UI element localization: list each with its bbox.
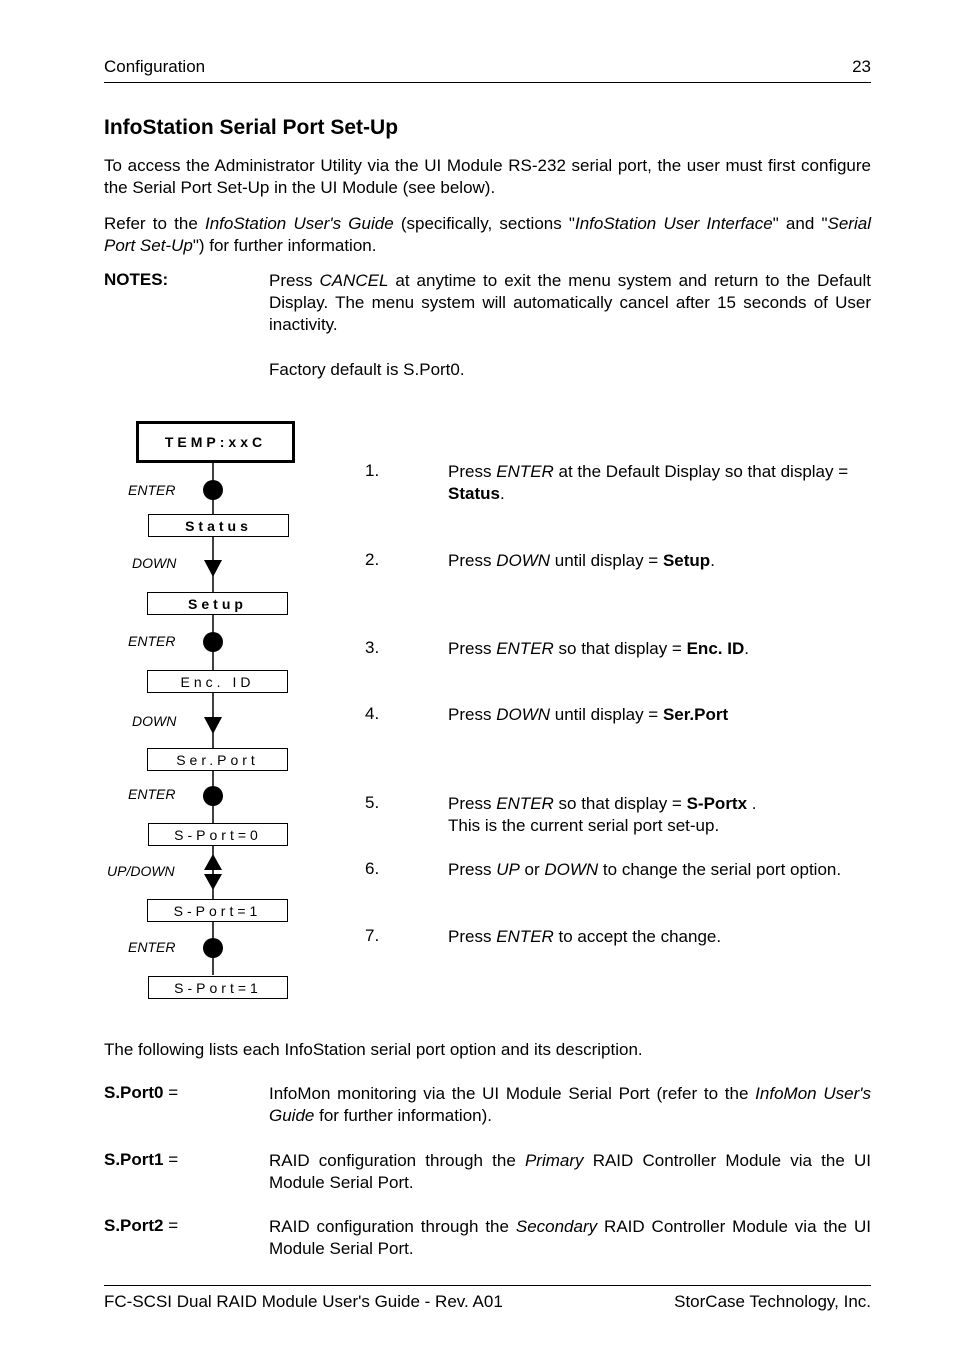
page-number: 23 <box>852 57 871 76</box>
lcd-display-s-port-1-accepted: S-Port=1 <box>148 976 288 999</box>
step-text: Press DOWN until display = Setup. <box>448 551 715 570</box>
lcd-display-enc-id: Enc. ID <box>147 670 288 693</box>
step-text: Press ENTER at the Default Display so that display = Status. <box>448 462 849 503</box>
step-text: Press ENTER to accept the change. <box>448 927 722 946</box>
step-number: 3. <box>365 638 380 657</box>
note-cancel: Press CANCEL at anytime to exit the menu system and return to the Default Display. The menu system will automatically cancel after 15 seconds of User inactivity. <box>269 271 871 334</box>
step-number: 2. <box>365 550 380 569</box>
lcd-display-ser-port: Ser.Port <box>147 748 288 771</box>
label-enter: ENTER <box>128 939 176 955</box>
enter-dot-icon <box>203 632 223 652</box>
down-arrow-icon <box>204 717 222 734</box>
enter-dot-icon <box>203 480 223 500</box>
enter-dot-icon <box>203 938 223 958</box>
options-intro: The following lists each InfoStation serial port option and its description. <box>104 1040 643 1059</box>
step-number: 4. <box>365 704 380 723</box>
lcd-display-status: Status <box>148 514 289 537</box>
option-description: RAID configuration through the Primary RAID Controller Module via the UI Module Serial Port. <box>269 1151 871 1192</box>
option-key: S.Port0 = <box>104 1083 179 1102</box>
lcd-display-temp: TEMP:xxC <box>136 421 295 463</box>
up-arrow-icon <box>204 854 222 870</box>
label-down: DOWN <box>132 555 177 571</box>
down-arrow-icon <box>204 874 222 890</box>
intro-paragraph-1: To access the Administrator Utility via the UI Module RS-232 serial port, the user must first configure the Serial Port Set-Up in the UI Module (see below). <box>104 156 871 197</box>
header-rule <box>104 82 871 83</box>
option-description: InfoMon monitoring via the UI Module Serial Port (refer to the InfoMon User's Guide for further information). <box>269 1084 871 1125</box>
down-arrow-icon <box>204 560 222 577</box>
option-key: S.Port2 = <box>104 1216 179 1235</box>
notes-label: NOTES: <box>104 270 169 289</box>
option-description: RAID configuration through the Secondary RAID Controller Module via the UI Module Serial Port. <box>269 1217 871 1258</box>
step-number: 7. <box>365 926 380 945</box>
section-title: InfoStation Serial Port Set-Up <box>104 116 399 139</box>
note-factory-default: Factory default is S.Port0. <box>269 360 465 379</box>
lcd-display-setup: Setup <box>147 592 288 615</box>
footer-rule <box>104 1285 871 1286</box>
lcd-display-s-port-0: S-Port=0 <box>148 823 288 846</box>
label-down: DOWN <box>132 713 177 729</box>
running-header: Configuration <box>104 57 206 76</box>
footer-left: FC-SCSI Dual RAID Module User's Guide - Rev. A01 <box>104 1292 503 1311</box>
intro-paragraph-2: Refer to the InfoStation User's Guide (specifically, sections "InfoStation User Interface" and "Serial Port Set-Up") for further information. <box>104 214 871 255</box>
label-enter: ENTER <box>128 482 176 498</box>
lcd-display-s-port-1: S-Port=1 <box>147 899 288 922</box>
label-up-down: UP/DOWN <box>107 863 175 879</box>
option-key: S.Port1 = <box>104 1150 179 1169</box>
label-enter: ENTER <box>128 633 176 649</box>
enter-dot-icon <box>203 786 223 806</box>
step-number: 1. <box>365 461 380 480</box>
step-text: Press ENTER so that display = Enc. ID. <box>448 639 749 658</box>
step-number: 5. <box>365 793 380 812</box>
footer-right: StorCase Technology, Inc. <box>674 1292 871 1311</box>
label-enter: ENTER <box>128 786 176 802</box>
step-text: Press UP or DOWN to change the serial port option. <box>448 860 842 879</box>
step-number: 6. <box>365 859 380 878</box>
step-text: Press ENTER so that display = S-Portx . This is the current serial port set-up. <box>448 794 757 835</box>
step-text: Press DOWN until display = Ser.Port <box>448 705 729 724</box>
